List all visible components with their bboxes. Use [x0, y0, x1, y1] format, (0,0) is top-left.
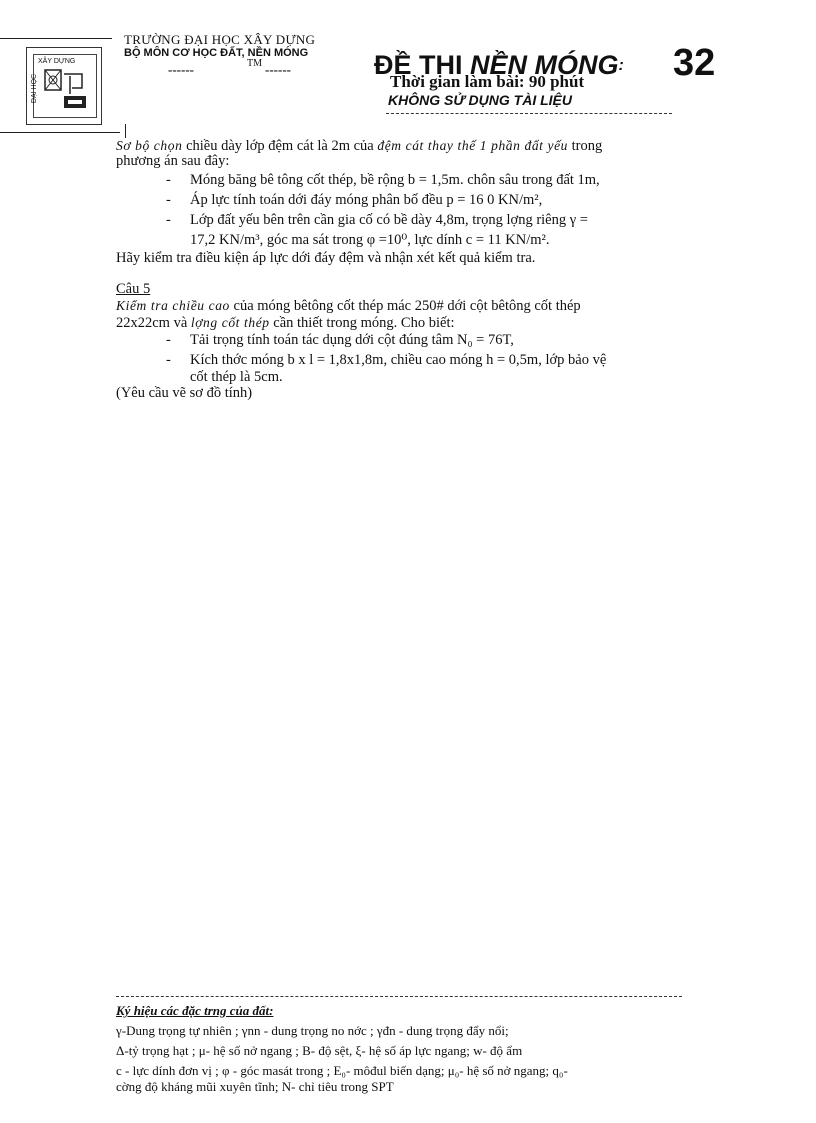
- q4-bullet-mark-3: -: [166, 212, 171, 228]
- exam-title-a: ĐỀ THI: [374, 50, 463, 80]
- header-bottom-rule: [0, 132, 120, 133]
- q5-note: (Yêu cầu vẽ sơ đồ tính): [116, 385, 253, 401]
- q4-bullet-2: Áp lực tính toán dới đáy móng phân bố đều p = 16 0 KN/m²,: [190, 192, 543, 208]
- q4-intro-text-1: chiều dày lớp đệm cát là 2m của: [182, 138, 378, 154]
- tm-label: TM: [247, 58, 262, 69]
- university-logo: [26, 47, 102, 125]
- header-top-rule: [0, 38, 112, 39]
- dash-right: ------: [265, 62, 291, 77]
- q5-line2-italic: lợng cốt thép: [190, 315, 270, 330]
- q5-line1-text: của móng bêtông cốt thép mác 250# dới cột bêtông cốt thép: [229, 298, 581, 314]
- logo-text-top: XÂY DỰNG: [38, 58, 76, 65]
- q4-bullet-mark-1: -: [166, 172, 171, 188]
- logo-frame: [33, 54, 97, 118]
- q4-bullet-3-cont: 17,2 KN/m³, góc ma sát trong φ =10⁰, lực dính c = 11 KN/m².: [190, 232, 550, 248]
- q4-bullet-3: Lớp đất yếu bên trên cần gia cố có bề dày 4,8m, trọng lợng riêng γ =: [190, 212, 588, 228]
- footer-line-3: c - lực dính đơn vị ; φ - góc masát trong ; E₀- môđul biến dạng; μ₀- hệ số nở ngang; q₀-: [116, 1063, 568, 1078]
- dash-left: ------: [168, 62, 194, 77]
- q5-heading-text: Câu 5: [116, 281, 151, 297]
- q5-line2-a: 22x22cm và: [116, 315, 191, 331]
- q5-heading: [116, 281, 150, 298]
- no-documents-notice: KHÔNG SỬ DỤNG TÀI LIỆU: [388, 92, 572, 108]
- footer-line-1: γ-Dung trọng tự nhiên ; γnn - dung trọng no nớc ; γđn - dung trọng đẩy nổi;: [116, 1023, 509, 1038]
- q5-line1-italic: Kiểm tra chiều cao: [116, 298, 230, 313]
- q4-bullet-1: Móng băng bê tông cốt thép, bề rộng b = 1,5m. chôn sâu trong đất 1m,: [190, 172, 600, 188]
- exam-title-b: NỀN MÓNG: [470, 50, 619, 80]
- q5-line2-b: cần thiết trong móng. Cho biết:: [269, 315, 455, 331]
- footer-line-4: cờng độ kháng mũi xuyên tĩnh; N- chỉ tiêu trong SPT: [116, 1079, 394, 1094]
- exam-time: Thời gian làm bài: 90 phút: [390, 72, 585, 91]
- footer-heading: [116, 1002, 273, 1019]
- title-underline: [386, 113, 672, 114]
- logo-emblem-icon: [42, 68, 92, 112]
- department-name: BỘ MÔN CƠ HỌC ĐẤT, NỀN MÓNG: [124, 47, 309, 59]
- q4-intro-line2: phương án sau đây:: [116, 153, 230, 169]
- q5-bullet-mark-1: -: [166, 332, 171, 348]
- q4-intro-italic-2: đệm cát thay thế 1 phần đất yếu: [377, 138, 569, 153]
- q4-intro-italic-1: Sơ bộ chọn: [116, 138, 183, 153]
- exam-number: 32: [673, 42, 716, 84]
- logo-text-side: ĐẠI HỌC: [31, 73, 39, 104]
- school-name: TRƯỜNG ĐẠI HỌC XÂY DỰNG: [124, 32, 316, 47]
- q5-line1: [116, 297, 581, 315]
- q4-closing: Hãy kiểm tra điều kiện áp lực dới đáy đệm và nhận xét kết quả kiểm tra.: [116, 250, 536, 266]
- q5-bullet-2-cont: cốt thép là 5cm.: [190, 369, 283, 385]
- q5-bullet-mark-2: -: [166, 352, 171, 368]
- footer-heading-text: Ký hiệu các đặc trng của đất:: [116, 1003, 274, 1018]
- footer-rule: [116, 996, 682, 997]
- q5-line2: [116, 314, 455, 332]
- header-tick: [125, 124, 126, 138]
- exam-title-colon: :: [618, 57, 624, 74]
- q5-bullet-1: Tải trọng tính toán tác dụng dới cột đúng tâm N₀ = 76T,: [190, 332, 514, 348]
- q4-intro-text-2: trong: [568, 138, 603, 154]
- footer-line-2: Δ-tỷ trọng hạt ; μ- hệ số nở ngang ; B- độ sệt, ξ- hệ số áp lực ngang; w- độ ẩm: [116, 1043, 523, 1058]
- q5-bullet-2: Kích thớc móng b x l = 1,8x1,8m, chiều cao móng h = 0,5m, lớp bảo vệ: [190, 352, 607, 368]
- q4-bullet-mark-2: -: [166, 192, 171, 208]
